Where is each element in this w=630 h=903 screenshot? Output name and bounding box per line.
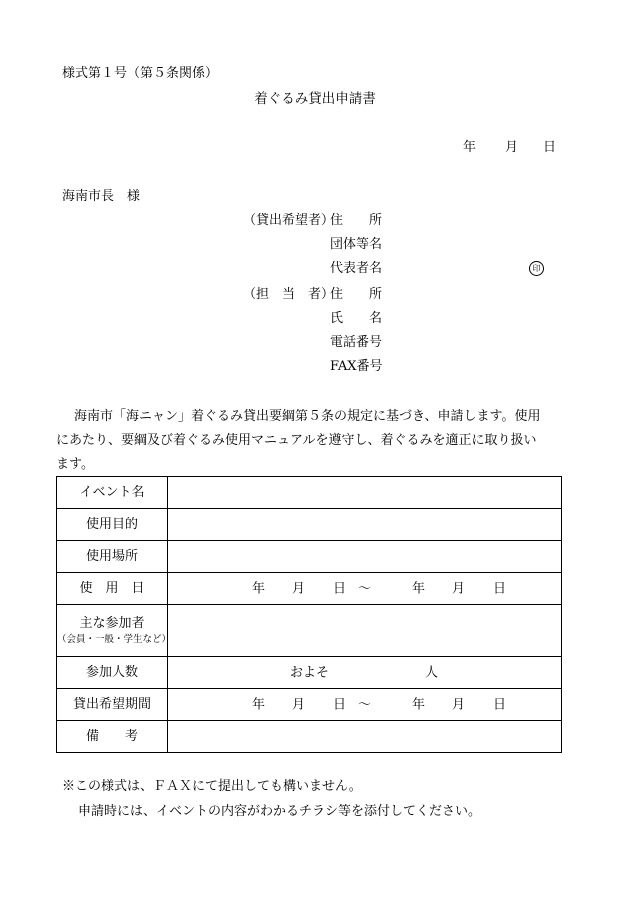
contact-section-label: （担 当 者）	[243, 287, 335, 302]
table-row	[57, 657, 562, 689]
count-unit: 人	[425, 665, 439, 680]
period-from-month: 月	[292, 697, 306, 712]
use-date-from-month: 月	[292, 581, 306, 596]
period-to-month: 月	[452, 697, 466, 712]
participants-field[interactable]	[168, 605, 562, 657]
period-from-day: 日	[333, 697, 347, 712]
applicant-address-label: 住 所	[330, 213, 383, 228]
use-date-to-day: 日	[493, 581, 507, 596]
contact-phone-label: 電話番号	[330, 335, 383, 350]
remarks-field[interactable]	[168, 721, 562, 753]
period-label: 貸出希望期間	[57, 689, 168, 721]
participants-label-main: 主な参加者	[79, 615, 145, 631]
event-name-field[interactable]	[168, 477, 562, 509]
use-date-field[interactable]	[168, 573, 562, 605]
date-year-label: 年	[463, 140, 477, 155]
statement-line-2: にあたり、要綱及び着ぐるみ使用マニュアルを遵守し、着ぐるみを適正に取り扱い	[56, 433, 537, 448]
period-field[interactable]	[168, 689, 562, 721]
use-date-to-month: 月	[452, 581, 466, 596]
contact-name-label: 氏 名	[330, 311, 383, 326]
table-row	[57, 573, 562, 605]
table-row	[57, 721, 562, 753]
attachment-note: 申請時には、イベントの内容がわかるチラシ等を添付してください。	[78, 804, 482, 819]
use-date-tilde: ～	[358, 581, 372, 596]
statement-line-1: 海南市「海ニャン」着ぐるみ貸出要綱第５条の規定に基づき、申請します。使用	[74, 409, 541, 424]
contact-fax-label: FAX番号	[330, 359, 383, 374]
period-to-day: 日	[493, 697, 507, 712]
remarks-label: 備 考	[57, 721, 168, 753]
table-row	[57, 605, 562, 657]
document-title: 着ぐるみ貸出申請書	[254, 91, 376, 107]
use-date-label: 使 用 日	[57, 573, 168, 605]
seal-mark: 印	[529, 261, 544, 276]
applicant-section-label: （貸出希望者）	[243, 213, 335, 228]
count-approx: およそ	[290, 665, 330, 680]
period-from-year: 年	[252, 697, 266, 712]
period-tilde: ～	[358, 697, 372, 712]
statement-line-3: ます。	[56, 457, 94, 472]
count-field[interactable]	[168, 657, 562, 689]
period-to-year: 年	[412, 697, 426, 712]
application-table	[56, 476, 562, 753]
table-row	[57, 477, 562, 509]
form-number-label: 様式第１号（第５条関係）	[62, 66, 219, 81]
purpose-label: 使用目的	[57, 509, 168, 541]
participants-label	[57, 605, 172, 657]
application-statement	[56, 405, 562, 477]
applicant-representative-label: 代表者名	[330, 261, 383, 276]
addressee: 海南市長 様	[62, 189, 141, 204]
fax-note: ※この様式は、ＦＡＸにて提出しても構いません。	[62, 779, 362, 794]
location-field[interactable]	[168, 541, 562, 573]
table-row	[57, 509, 562, 541]
participants-label-sub: （会員・一般・学生など）	[57, 633, 172, 645]
count-label: 参加人数	[57, 657, 168, 689]
use-date-from-year: 年	[252, 581, 266, 596]
date-day-label: 日	[543, 140, 557, 155]
date-month-label: 月	[505, 140, 519, 155]
applicant-group-label: 団体等名	[330, 237, 383, 252]
use-date-from-day: 日	[333, 581, 347, 596]
use-date-to-year: 年	[412, 581, 426, 596]
event-name-label: イベント名	[57, 477, 168, 509]
contact-address-label: 住 所	[330, 287, 383, 302]
table-row	[57, 541, 562, 573]
table-row	[57, 689, 562, 721]
purpose-field[interactable]	[168, 509, 562, 541]
location-label: 使用場所	[57, 541, 168, 573]
